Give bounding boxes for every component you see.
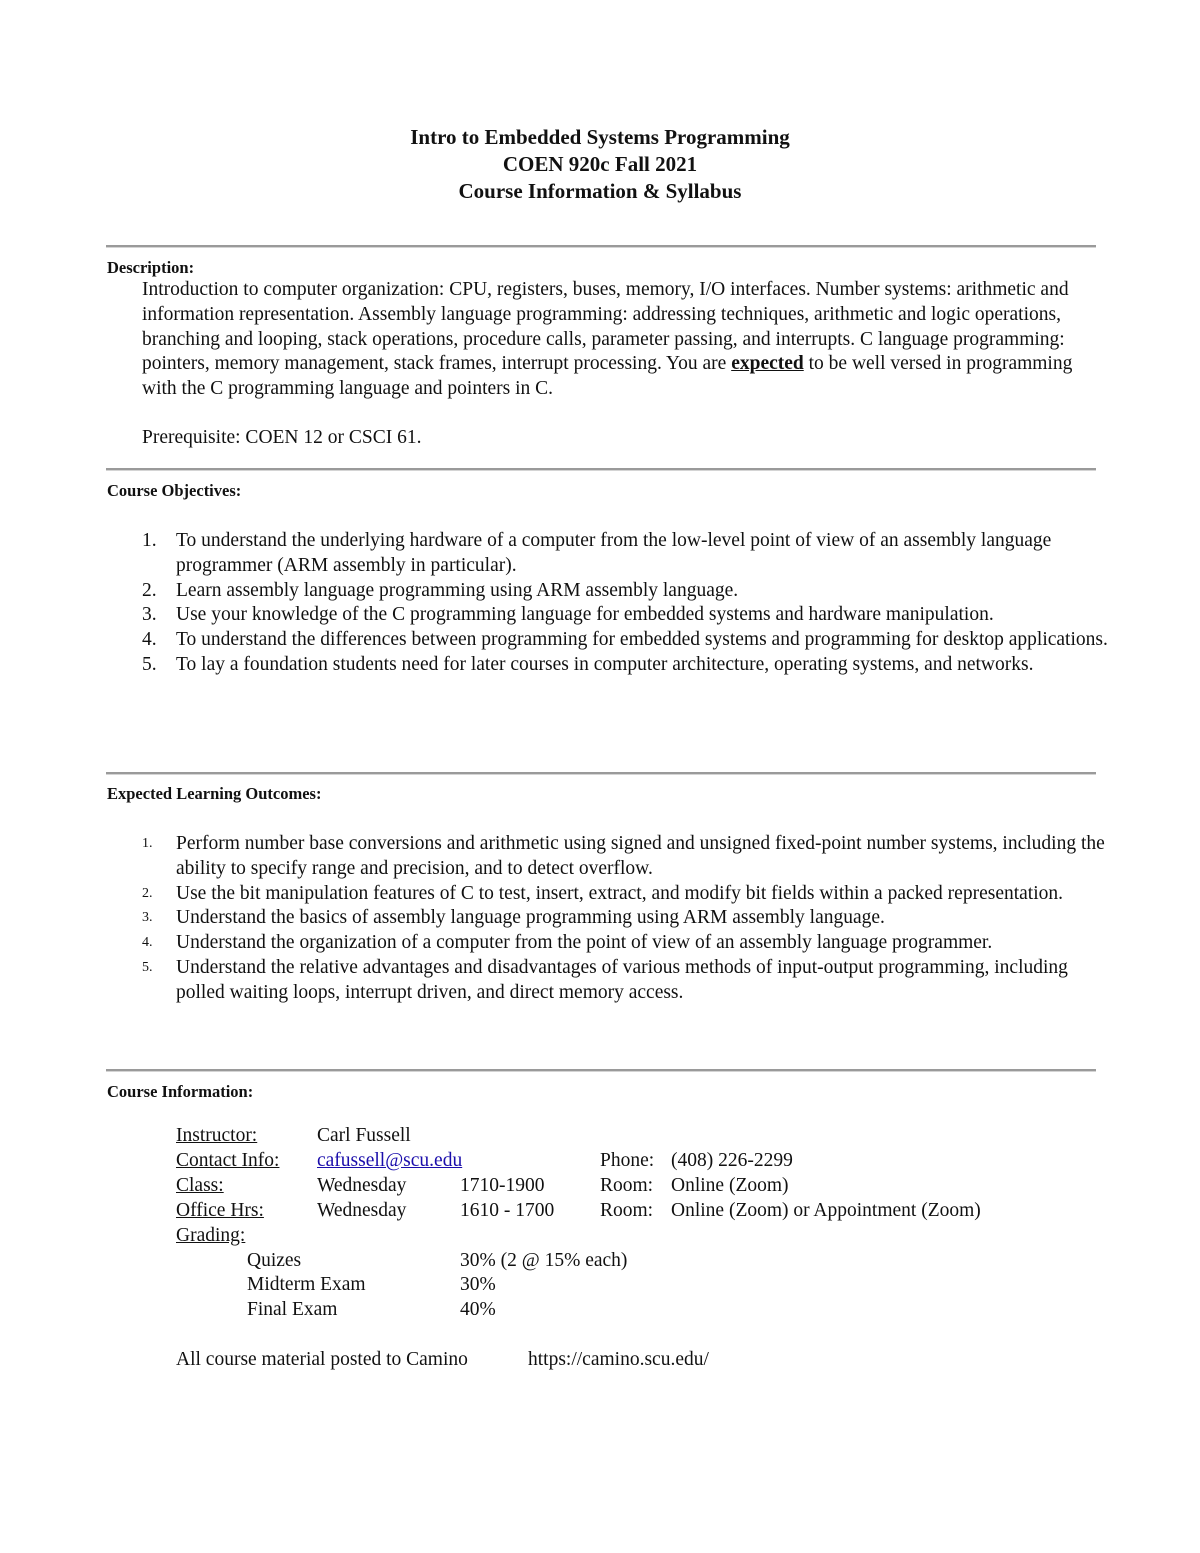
list-item-text: Use your knowledge of the C programming language for embedded systems and hardware manipulation. xyxy=(176,604,994,626)
list-item xyxy=(0,906,1116,931)
list-item-number: 5. xyxy=(142,959,153,975)
document-subtitle: Course Information & Syllabus xyxy=(458,179,742,203)
objectives-list xyxy=(0,529,1116,678)
grading-item: Midterm Exam xyxy=(247,1274,366,1295)
list-item xyxy=(0,931,1116,956)
office-hours-time: 1610 - 1700 xyxy=(460,1200,555,1221)
phone-value: (408) 226-2299 xyxy=(671,1150,793,1171)
grading-label: Grading: xyxy=(176,1225,246,1246)
class-room-value: Online (Zoom) xyxy=(671,1175,789,1196)
list-item xyxy=(0,832,1116,882)
description-text xyxy=(142,278,1102,402)
class-time: 1710-1900 xyxy=(460,1175,545,1196)
list-item-number: 3. xyxy=(142,910,153,926)
materials-url[interactable]: https://camino.scu.edu/ xyxy=(528,1349,709,1370)
list-item-text: Perform number base conversions and arithmetic using signed and unsigned fixed-point number systems, including the ability to specify range and precision, and to detect overflow. xyxy=(176,833,1105,879)
office-room-value: Online (Zoom) or Appointment (Zoom) xyxy=(671,1200,981,1221)
objectives-heading: Course Objectives: xyxy=(107,481,242,500)
instructor-label: Instructor: xyxy=(176,1125,258,1146)
list-item-number: 2. xyxy=(142,579,157,601)
contact-label: Contact Info: xyxy=(176,1150,280,1171)
list-item-text: Understand the organization of a computer from the point of view of an assembly language programmer. xyxy=(176,932,993,954)
class-label: Class: xyxy=(176,1175,224,1196)
class-room-label: Room: xyxy=(600,1175,654,1196)
instructor-value: Carl Fussell xyxy=(317,1125,411,1146)
list-item-text: To understand the underlying hardware of a computer from the low-level point of view of an assembly language programmer (ARM assembly in particular). xyxy=(176,530,1052,576)
list-item xyxy=(0,653,1116,678)
description-heading: Description: xyxy=(107,258,195,277)
list-item-text: Use the bit manipulation features of C to test, insert, extract, and modify bit fields within a packed representation. xyxy=(176,882,1064,904)
office-hours-label: Office Hrs: xyxy=(176,1200,264,1221)
list-item xyxy=(0,882,1116,907)
section-divider xyxy=(106,468,1096,471)
office-hours-day: Wednesday xyxy=(317,1200,407,1221)
grading-weight: 40% xyxy=(460,1299,496,1320)
course-info-heading: Course Information: xyxy=(107,1082,254,1101)
list-item-number: 4. xyxy=(142,935,153,951)
description-text-before: Introduction to computer organization: CPU, registers, buses, memory, I/O interfaces. Number systems: arithmetic and information representation. Assembly language programming: addressing techniques, arithmetic and logic operations, branching and looping, stack operations, procedure calls, parameter passing, and interrupts. C language programming: pointers, memory management, stack frames, interrupt processing. You are xyxy=(142,279,1069,375)
list-item-number: 2. xyxy=(142,885,153,901)
section-divider xyxy=(106,1069,1096,1072)
materials-text: All course material posted to Camino xyxy=(176,1349,468,1370)
list-item xyxy=(0,628,1116,653)
list-item-number: 5. xyxy=(142,653,157,675)
prerequisite-text: Prerequisite: COEN 12 or CSCI 61. xyxy=(142,427,422,448)
list-item-text: Understand the basics of assembly language programming using ARM assembly language. xyxy=(176,907,885,929)
grading-item: Final Exam xyxy=(247,1299,338,1320)
list-item xyxy=(0,603,1116,628)
outcomes-list xyxy=(0,832,1116,1006)
list-item-text: Understand the relative advantages and disadvantages of various methods of input-output programming, including polled waiting loops, interrupt driven, and direct memory access. xyxy=(176,956,1068,1003)
contact-email-link[interactable]: cafussell@scu.edu xyxy=(317,1150,463,1171)
section-divider xyxy=(106,772,1096,775)
list-item-text: Learn assembly language programming using ARM assembly language. xyxy=(176,579,739,601)
description-emphasis: expected xyxy=(731,353,804,375)
course-code-term: COEN 920c Fall 2021 xyxy=(502,152,698,176)
outcomes-heading: Expected Learning Outcomes: xyxy=(107,784,322,803)
grading-item: Quizes xyxy=(247,1250,302,1271)
phone-label: Phone: xyxy=(600,1150,655,1171)
list-item-number: 1. xyxy=(142,836,153,851)
document-title xyxy=(0,124,1200,205)
grading-weight: 30% xyxy=(460,1274,496,1295)
list-item-number: 4. xyxy=(142,629,157,651)
list-item-text: To lay a foundation students need for later courses in computer architecture, operating systems, and networks. xyxy=(176,653,1034,675)
list-item-number: 1. xyxy=(142,530,157,551)
list-item-text: To understand the differences between programming for embedded systems and programming for desktop applications. xyxy=(176,629,1108,651)
course-title: Intro to Embedded Systems Programming xyxy=(410,125,790,149)
grading-weight: 30% (2 @ 15% each) xyxy=(460,1250,628,1271)
list-item xyxy=(0,579,1116,604)
office-room-label: Room: xyxy=(600,1200,654,1221)
list-item xyxy=(0,529,1116,579)
description-text-after: to be well versed in programming with the C programming language and pointers in C. xyxy=(142,353,1073,400)
list-item-number: 3. xyxy=(142,604,157,626)
class-day: Wednesday xyxy=(317,1175,407,1196)
section-divider xyxy=(106,245,1096,248)
list-item xyxy=(0,956,1116,1006)
